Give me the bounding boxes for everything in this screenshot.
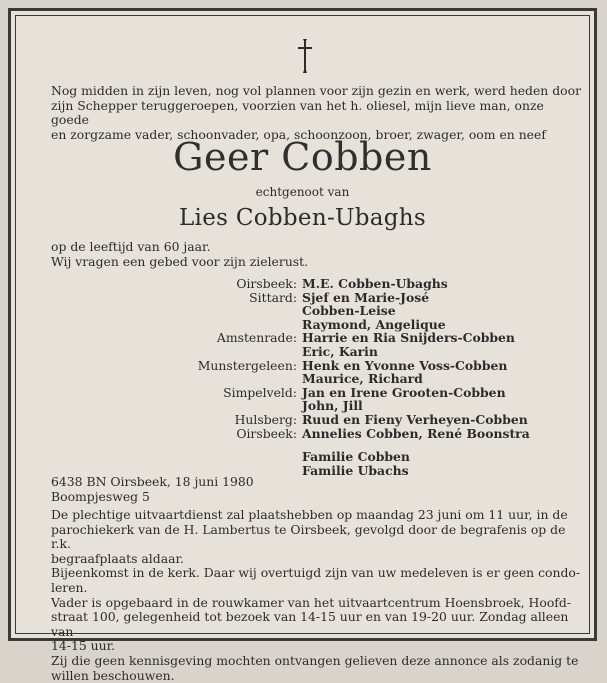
family-place: Munstergeleen:: [197, 357, 297, 373]
family-place: [51, 450, 302, 464]
notice-frame: [8, 8, 597, 683]
body-line: 14-15 uur.: [51, 638, 116, 654]
sender-address: [51, 474, 351, 504]
intro-line: zijn Schepper teruggeroepen, voorzien van het h. oliesel, mijn lieve man, onze goede: [51, 97, 544, 128]
family-name: Henk en Yvonne Voss-Cobben: [302, 357, 508, 373]
family-row: [51, 277, 561, 291]
body-line: parochiekerk van de H. Lambertus te Oirsbeek, gevolgd door de begrafenis op de r.k.: [51, 521, 566, 552]
family-row: [51, 318, 561, 332]
body-line: Vader is opgebaard in de rouwkamer van het uitvaartcentrum Hoensbroek, Hoofd-: [51, 594, 571, 610]
family-place: [51, 399, 302, 413]
family-row: [51, 427, 561, 441]
family-name: Cobben-Leise: [302, 303, 396, 319]
intro-line: Nog midden in zijn leven, nog vol plannen voor zijn gezin en werk, werd heden door: [51, 83, 581, 98]
family-name: John, Jill: [302, 398, 363, 414]
family-row: [51, 399, 561, 413]
family-row: [51, 291, 561, 305]
body-line: leren.: [51, 579, 88, 595]
family-row: [51, 413, 561, 427]
family-place: Hulsberg:: [234, 411, 297, 427]
family-place: [51, 440, 302, 450]
spouse-name: Lies Cobben-Ubaghs: [178, 205, 426, 231]
family-row: [51, 450, 561, 464]
family-name: Jan en Irene Grooten-Cobben: [302, 384, 506, 400]
family-row: [51, 345, 561, 359]
family-name: Eric, Karin: [302, 343, 378, 359]
deceased-name: Geer Cobben: [173, 135, 432, 179]
family-place: Oirsbeek:: [236, 276, 297, 291]
family-name: Raymond, Angelique: [302, 316, 446, 332]
family-name: Ruud en Fieny Verheyen-Cobben: [302, 411, 528, 427]
family-name: Familie Cobben: [302, 449, 410, 465]
family-row: [51, 331, 561, 345]
family-name: Harrie en Ria Snijders-Cobben: [302, 330, 515, 346]
family-name: M.E. Cobben-Ubaghs: [302, 276, 448, 291]
intro-line: en zorgzame vader, schoonvader, opa, schoonzoon, broer, zwager, oom en neef: [51, 126, 546, 142]
family-name: Sjef en Marie-José: [302, 289, 430, 305]
family-place: Sittard:: [249, 289, 297, 305]
cross-icon: [297, 39, 313, 73]
body-line: Zij die geen kennisgeving mochten ontvangen gelieven deze annonce als zodanig te: [51, 652, 579, 668]
family-place: [51, 345, 302, 359]
body-line: begraafplaats aldaar.: [51, 550, 184, 566]
age-line: op de leeftijd van 60 jaar.: [51, 239, 211, 254]
family-list: [51, 277, 561, 477]
sender-street: Boompjesweg 5: [51, 489, 150, 504]
family-row: [51, 359, 561, 373]
age-text: [51, 240, 451, 269]
family-place: Simpelveld:: [223, 384, 297, 400]
body-line: Bijeenkomst in de kerk. Daar wij overtuigd zijn van uw medeleven is er geen condo-: [51, 565, 581, 581]
spouse-label: echtgenoot van: [255, 185, 350, 199]
family-place: Oirsbeek:: [236, 425, 297, 441]
family-name: Annelies Cobben, René Boonstra: [302, 425, 530, 441]
family-name: Familie Ubachs: [302, 462, 409, 478]
prayer-line: Wij vragen een gebed voor zijn zielerust.: [51, 253, 309, 269]
family-place: [51, 318, 302, 332]
body-line: straat 100, gelegenheid tot bezoek van 14-15 uur en van 19-20 uur. Zondag alleen van: [51, 609, 569, 639]
family-place: [51, 372, 302, 386]
family-row: [51, 372, 561, 386]
family-row: [51, 304, 561, 318]
intro-text: [51, 84, 581, 142]
family-row: [51, 386, 561, 400]
family-place: Amstenrade:: [216, 330, 297, 346]
family-place: [51, 304, 302, 318]
sender-place-date: 6438 BN Oirsbeek, 18 juni 1980: [51, 474, 254, 489]
funeral-details: [51, 508, 581, 683]
body-line: willen beschouwen.: [51, 667, 175, 683]
family-name: Maurice, Richard: [302, 371, 423, 387]
body-line: De plechtige uitvaartdienst zal plaatshebben op maandag 23 juni om 11 uur, in de: [51, 507, 568, 522]
